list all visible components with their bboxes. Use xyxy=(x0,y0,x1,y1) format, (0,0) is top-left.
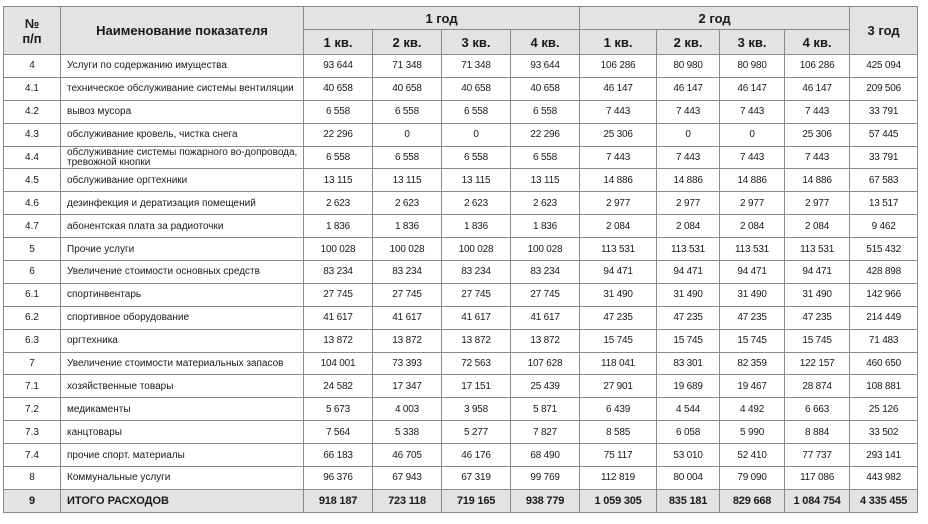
value-cell: 47 235 xyxy=(720,306,785,329)
row-name-cell: прочие спорт. материалы xyxy=(61,444,304,467)
header-number-line2: п/п xyxy=(22,30,42,46)
row-number-cell: 8 xyxy=(4,467,61,490)
table-row xyxy=(4,261,918,284)
value-cell: 82 359 xyxy=(720,352,785,375)
value-cell: 79 090 xyxy=(720,467,785,490)
table-row xyxy=(4,123,918,146)
value-cell: 27 745 xyxy=(511,283,580,306)
row-number-cell: 4 xyxy=(4,55,61,78)
value-cell: 428 898 xyxy=(850,261,918,284)
value-cell: 7 564 xyxy=(304,421,373,444)
value-cell: 46 147 xyxy=(580,77,657,100)
value-cell: 41 617 xyxy=(511,306,580,329)
total-row xyxy=(4,489,918,512)
value-cell: 0 xyxy=(720,123,785,146)
value-cell: 13 517 xyxy=(850,192,918,215)
value-cell: 2 084 xyxy=(720,215,785,238)
value-cell: 7 443 xyxy=(657,146,720,169)
row-name-cell: оргтехника xyxy=(61,329,304,352)
value-cell: 7 443 xyxy=(720,100,785,123)
table-row xyxy=(4,306,918,329)
value-cell: 2 623 xyxy=(511,192,580,215)
value-cell: 7 443 xyxy=(657,100,720,123)
value-cell: 1 059 305 xyxy=(580,489,657,512)
value-cell: 27 745 xyxy=(373,283,442,306)
value-cell: 33 791 xyxy=(850,146,918,169)
value-cell: 96 376 xyxy=(304,467,373,490)
row-name-cell: ИТОГО РАСХОДОВ xyxy=(61,489,304,512)
value-cell: 835 181 xyxy=(657,489,720,512)
value-cell: 83 234 xyxy=(373,261,442,284)
value-cell: 24 582 xyxy=(304,375,373,398)
value-cell: 9 462 xyxy=(850,215,918,238)
table-row xyxy=(4,398,918,421)
value-cell: 14 886 xyxy=(785,169,850,192)
header-name: Наименование показателя xyxy=(61,7,304,55)
value-cell: 107 628 xyxy=(511,352,580,375)
value-cell: 17 347 xyxy=(373,375,442,398)
value-cell: 25 126 xyxy=(850,398,918,421)
header-quarter: 1 кв. xyxy=(580,30,657,55)
row-name-cell: спортивное оборудование xyxy=(61,306,304,329)
value-cell: 1 836 xyxy=(511,215,580,238)
value-cell: 122 157 xyxy=(785,352,850,375)
value-cell: 4 003 xyxy=(373,398,442,421)
value-cell: 17 151 xyxy=(442,375,511,398)
value-cell: 2 977 xyxy=(720,192,785,215)
table-row xyxy=(4,192,918,215)
header-quarter: 3 кв. xyxy=(720,30,785,55)
value-cell: 4 492 xyxy=(720,398,785,421)
value-cell: 7 443 xyxy=(720,146,785,169)
value-cell: 6 558 xyxy=(304,146,373,169)
budget-table-container xyxy=(3,6,918,513)
value-cell: 13 115 xyxy=(373,169,442,192)
value-cell: 293 141 xyxy=(850,444,918,467)
header-quarter: 2 кв. xyxy=(373,30,442,55)
value-cell: 4 544 xyxy=(657,398,720,421)
row-name-cell: Коммунальные услуги xyxy=(61,467,304,490)
value-cell: 77 737 xyxy=(785,444,850,467)
value-cell: 100 028 xyxy=(373,238,442,261)
row-name-cell: канцтовары xyxy=(61,421,304,444)
value-cell: 72 563 xyxy=(442,352,511,375)
value-cell: 15 745 xyxy=(580,329,657,352)
value-cell: 80 004 xyxy=(657,467,720,490)
value-cell: 25 306 xyxy=(580,123,657,146)
row-number-cell: 4.4 xyxy=(4,146,61,169)
row-name-cell: дезинфекция и дератизация помещений xyxy=(61,192,304,215)
header-quarter: 4 кв. xyxy=(785,30,850,55)
value-cell: 6 558 xyxy=(511,100,580,123)
value-cell: 27 901 xyxy=(580,375,657,398)
value-cell: 71 483 xyxy=(850,329,918,352)
value-cell: 5 673 xyxy=(304,398,373,421)
value-cell: 83 234 xyxy=(304,261,373,284)
value-cell: 73 393 xyxy=(373,352,442,375)
value-cell: 214 449 xyxy=(850,306,918,329)
value-cell: 4 335 455 xyxy=(850,489,918,512)
value-cell: 53 010 xyxy=(657,444,720,467)
value-cell: 19 689 xyxy=(657,375,720,398)
value-cell: 113 531 xyxy=(657,238,720,261)
row-name-cell: обслуживание кровель, чистка снега xyxy=(61,123,304,146)
row-name-cell: хозяйственные товары xyxy=(61,375,304,398)
row-number-cell: 7.3 xyxy=(4,421,61,444)
value-cell: 5 277 xyxy=(442,421,511,444)
value-cell: 0 xyxy=(442,123,511,146)
value-cell: 13 115 xyxy=(304,169,373,192)
value-cell: 6 558 xyxy=(442,146,511,169)
table-row xyxy=(4,329,918,352)
value-cell: 13 872 xyxy=(511,329,580,352)
value-cell: 2 084 xyxy=(785,215,850,238)
value-cell: 94 471 xyxy=(720,261,785,284)
value-cell: 31 490 xyxy=(785,283,850,306)
value-cell: 33 502 xyxy=(850,421,918,444)
value-cell: 31 490 xyxy=(657,283,720,306)
value-cell: 13 872 xyxy=(304,329,373,352)
value-cell: 40 658 xyxy=(304,77,373,100)
table-row xyxy=(4,146,918,169)
header-quarter: 4 кв. xyxy=(511,30,580,55)
value-cell: 68 490 xyxy=(511,444,580,467)
value-cell: 14 886 xyxy=(580,169,657,192)
value-cell: 25 306 xyxy=(785,123,850,146)
row-number-cell: 4.3 xyxy=(4,123,61,146)
value-cell: 106 286 xyxy=(580,55,657,78)
row-name-cell: абонентская плата за радиоточки xyxy=(61,215,304,238)
value-cell: 27 745 xyxy=(442,283,511,306)
value-cell: 31 490 xyxy=(580,283,657,306)
row-name-cell: Увеличение стоимости основных средств xyxy=(61,261,304,284)
value-cell: 40 658 xyxy=(442,77,511,100)
value-cell: 57 445 xyxy=(850,123,918,146)
value-cell: 106 286 xyxy=(785,55,850,78)
value-cell: 40 658 xyxy=(511,77,580,100)
value-cell: 40 658 xyxy=(373,77,442,100)
table-header xyxy=(4,7,918,55)
table-row xyxy=(4,238,918,261)
row-number-cell: 4.7 xyxy=(4,215,61,238)
row-name-cell: медикаменты xyxy=(61,398,304,421)
value-cell: 25 439 xyxy=(511,375,580,398)
header-year3: 3 год xyxy=(850,7,918,55)
row-name-cell: Услуги по содержанию имущества xyxy=(61,55,304,78)
row-number-cell: 4.1 xyxy=(4,77,61,100)
value-cell: 209 506 xyxy=(850,77,918,100)
row-number-cell: 6 xyxy=(4,261,61,284)
value-cell: 117 086 xyxy=(785,467,850,490)
value-cell: 94 471 xyxy=(657,261,720,284)
value-cell: 142 966 xyxy=(850,283,918,306)
value-cell: 13 115 xyxy=(511,169,580,192)
row-name-cell: техническое обслуживание системы вентиляции xyxy=(61,77,304,100)
value-cell: 2 977 xyxy=(785,192,850,215)
value-cell: 829 668 xyxy=(720,489,785,512)
value-cell: 83 301 xyxy=(657,352,720,375)
value-cell: 719 165 xyxy=(442,489,511,512)
row-name-cell: вывоз мусора xyxy=(61,100,304,123)
row-number-cell: 7 xyxy=(4,352,61,375)
value-cell: 100 028 xyxy=(304,238,373,261)
value-cell: 108 881 xyxy=(850,375,918,398)
value-cell: 27 745 xyxy=(304,283,373,306)
value-cell: 100 028 xyxy=(511,238,580,261)
row-number-cell: 9 xyxy=(4,489,61,512)
value-cell: 47 235 xyxy=(580,306,657,329)
value-cell: 118 041 xyxy=(580,352,657,375)
value-cell: 15 745 xyxy=(720,329,785,352)
row-number-cell: 4.5 xyxy=(4,169,61,192)
value-cell: 67 583 xyxy=(850,169,918,192)
value-cell: 5 338 xyxy=(373,421,442,444)
value-cell: 7 827 xyxy=(511,421,580,444)
value-cell: 6 558 xyxy=(373,100,442,123)
header-year2: 2 год xyxy=(580,7,850,30)
value-cell: 6 558 xyxy=(442,100,511,123)
value-cell: 0 xyxy=(657,123,720,146)
value-cell: 515 432 xyxy=(850,238,918,261)
header-quarter: 2 кв. xyxy=(657,30,720,55)
value-cell: 7 443 xyxy=(785,146,850,169)
value-cell: 15 745 xyxy=(785,329,850,352)
value-cell: 14 886 xyxy=(657,169,720,192)
value-cell: 46 147 xyxy=(657,77,720,100)
value-cell: 66 183 xyxy=(304,444,373,467)
value-cell: 100 028 xyxy=(442,238,511,261)
value-cell: 5 990 xyxy=(720,421,785,444)
value-cell: 2 977 xyxy=(580,192,657,215)
value-cell: 6 558 xyxy=(511,146,580,169)
value-cell: 99 769 xyxy=(511,467,580,490)
value-cell: 71 348 xyxy=(442,55,511,78)
value-cell: 93 644 xyxy=(511,55,580,78)
value-cell: 6 558 xyxy=(373,146,442,169)
row-number-cell: 6.3 xyxy=(4,329,61,352)
value-cell: 19 467 xyxy=(720,375,785,398)
value-cell: 75 117 xyxy=(580,444,657,467)
value-cell: 13 872 xyxy=(373,329,442,352)
value-cell: 2 623 xyxy=(442,192,511,215)
value-cell: 113 531 xyxy=(580,238,657,261)
table-row xyxy=(4,215,918,238)
value-cell: 67 319 xyxy=(442,467,511,490)
table-row xyxy=(4,444,918,467)
value-cell: 93 644 xyxy=(304,55,373,78)
value-cell: 3 958 xyxy=(442,398,511,421)
value-cell: 113 531 xyxy=(785,238,850,261)
value-cell: 104 001 xyxy=(304,352,373,375)
value-cell: 47 235 xyxy=(785,306,850,329)
row-number-cell: 4.6 xyxy=(4,192,61,215)
row-name-cell: Прочие услуги xyxy=(61,238,304,261)
value-cell: 112 819 xyxy=(580,467,657,490)
table-row xyxy=(4,352,918,375)
value-cell: 13 872 xyxy=(442,329,511,352)
table-row xyxy=(4,467,918,490)
value-cell: 7 443 xyxy=(580,100,657,123)
value-cell: 2 084 xyxy=(580,215,657,238)
value-cell: 5 871 xyxy=(511,398,580,421)
table-body xyxy=(4,55,918,513)
value-cell: 938 779 xyxy=(511,489,580,512)
value-cell: 443 982 xyxy=(850,467,918,490)
header-number-line1: № xyxy=(24,15,40,31)
value-cell: 80 980 xyxy=(720,55,785,78)
value-cell: 28 874 xyxy=(785,375,850,398)
row-number-cell: 4.2 xyxy=(4,100,61,123)
table-row xyxy=(4,77,918,100)
header-quarter: 1 кв. xyxy=(304,30,373,55)
value-cell: 2 623 xyxy=(373,192,442,215)
row-number-cell: 7.1 xyxy=(4,375,61,398)
value-cell: 47 235 xyxy=(657,306,720,329)
header-year1: 1 год xyxy=(304,7,580,30)
header-quarter: 3 кв. xyxy=(442,30,511,55)
value-cell: 1 836 xyxy=(373,215,442,238)
value-cell: 46 147 xyxy=(785,77,850,100)
value-cell: 41 617 xyxy=(373,306,442,329)
value-cell: 41 617 xyxy=(442,306,511,329)
row-number-cell: 6.2 xyxy=(4,306,61,329)
value-cell: 6 439 xyxy=(580,398,657,421)
row-number-cell: 7.2 xyxy=(4,398,61,421)
value-cell: 52 410 xyxy=(720,444,785,467)
value-cell: 6 663 xyxy=(785,398,850,421)
header-number xyxy=(4,7,61,55)
value-cell: 460 650 xyxy=(850,352,918,375)
value-cell: 6 058 xyxy=(657,421,720,444)
value-cell: 33 791 xyxy=(850,100,918,123)
value-cell: 2 084 xyxy=(657,215,720,238)
value-cell: 14 886 xyxy=(720,169,785,192)
row-number-cell: 7.4 xyxy=(4,444,61,467)
table-row xyxy=(4,283,918,306)
value-cell: 6 558 xyxy=(304,100,373,123)
value-cell: 15 745 xyxy=(657,329,720,352)
value-cell: 425 094 xyxy=(850,55,918,78)
value-cell: 7 443 xyxy=(580,146,657,169)
value-cell: 71 348 xyxy=(373,55,442,78)
value-cell: 13 115 xyxy=(442,169,511,192)
row-name-cell: обслуживание оргтехники xyxy=(61,169,304,192)
value-cell: 113 531 xyxy=(720,238,785,261)
table-row xyxy=(4,169,918,192)
row-number-cell: 5 xyxy=(4,238,61,261)
value-cell: 723 118 xyxy=(373,489,442,512)
value-cell: 94 471 xyxy=(785,261,850,284)
value-cell: 2 623 xyxy=(304,192,373,215)
row-name-cell: обслуживание системы пожарного во-допровода, тревожной кнопки xyxy=(61,146,304,169)
expenses-table xyxy=(3,6,918,513)
value-cell: 41 617 xyxy=(304,306,373,329)
value-cell: 46 147 xyxy=(720,77,785,100)
value-cell: 94 471 xyxy=(580,261,657,284)
value-cell: 0 xyxy=(373,123,442,146)
value-cell: 7 443 xyxy=(785,100,850,123)
value-cell: 1 836 xyxy=(304,215,373,238)
table-row xyxy=(4,100,918,123)
value-cell: 83 234 xyxy=(511,261,580,284)
value-cell: 31 490 xyxy=(720,283,785,306)
value-cell: 83 234 xyxy=(442,261,511,284)
value-cell: 22 296 xyxy=(304,123,373,146)
value-cell: 1 836 xyxy=(442,215,511,238)
row-name-cell: Увеличение стоимости материальных запасов xyxy=(61,352,304,375)
table-row xyxy=(4,375,918,398)
value-cell: 1 084 754 xyxy=(785,489,850,512)
table-row xyxy=(4,421,918,444)
value-cell: 46 176 xyxy=(442,444,511,467)
value-cell: 22 296 xyxy=(511,123,580,146)
value-cell: 8 884 xyxy=(785,421,850,444)
value-cell: 67 943 xyxy=(373,467,442,490)
value-cell: 2 977 xyxy=(657,192,720,215)
value-cell: 80 980 xyxy=(657,55,720,78)
row-name-cell: спортинвентарь xyxy=(61,283,304,306)
table-row xyxy=(4,55,918,78)
row-number-cell: 6.1 xyxy=(4,283,61,306)
value-cell: 46 705 xyxy=(373,444,442,467)
value-cell: 918 187 xyxy=(304,489,373,512)
value-cell: 8 585 xyxy=(580,421,657,444)
